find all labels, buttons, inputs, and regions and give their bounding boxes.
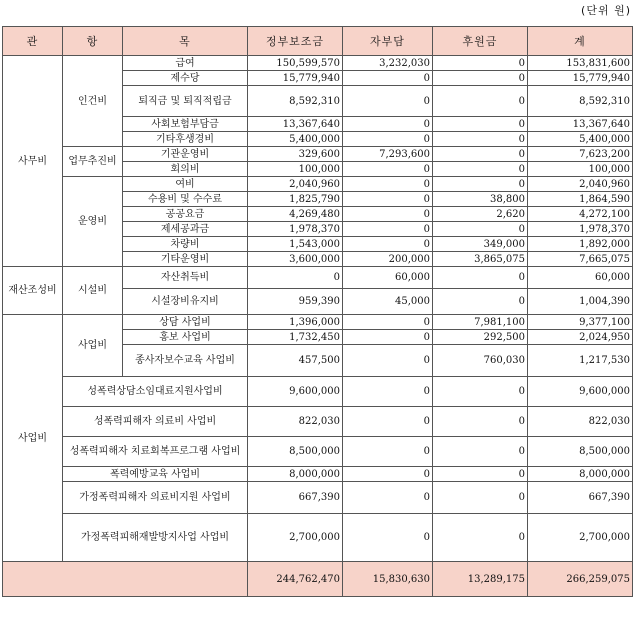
total-cell: 13,367,640 [528,117,633,132]
self-cell: 0 [343,467,433,482]
table-row [3,407,633,437]
gov-cell: 150,599,570 [248,56,343,71]
item-cell: 수용비 및 수수료 [123,192,248,207]
self-cell: 0 [343,315,433,330]
item-cell: 성폭력피해자 치료회복프로그램 사업비 [63,437,248,467]
donation-cell: 292,500 [433,330,528,345]
donation-cell: 0 [433,117,528,132]
donation-cell: 7,981,100 [433,315,528,330]
total-cell: 100,000 [528,162,633,177]
self-cell: 0 [343,345,433,377]
total-cell: 7,665,075 [528,252,633,267]
total-cell: 5,400,000 [528,132,633,147]
table-row [3,437,633,467]
gov-cell: 8,500,000 [248,437,343,467]
gov-cell: 457,500 [248,345,343,377]
table-row [3,56,633,71]
item-cell: 급여 [123,56,248,71]
totals-label-cell [3,562,248,597]
gov-cell: 8,000,000 [248,467,343,482]
table-row [3,482,633,514]
item-cell: 가정폭력피해자 의료비지원 사업비 [63,482,248,514]
gov-cell: 0 [248,267,343,289]
total-cell: 15,779,940 [528,71,633,86]
item-cell: 홍보 사업비 [123,330,248,345]
total-cell: 153,831,600 [528,56,633,71]
section-saeop: 사업비 [3,315,63,562]
total-cell: 9,600,000 [528,377,633,407]
gov-cell: 329,600 [248,147,343,162]
donation-cell: 0 [433,407,528,437]
gov-cell: 822,030 [248,407,343,437]
donation-cell: 0 [433,267,528,289]
table-row [3,315,633,330]
gov-cell: 959,390 [248,289,343,315]
self-cell: 7,293,600 [343,147,433,162]
gov-cell: 3,600,000 [248,252,343,267]
item-cell: 차량비 [123,237,248,252]
gov-cell: 13,367,640 [248,117,343,132]
table-row [3,467,633,482]
self-cell: 0 [343,177,433,192]
donation-cell: 349,000 [433,237,528,252]
self-cell: 0 [343,514,433,562]
group-eopmu: 업무추진비 [63,147,123,177]
self-cell: 0 [343,237,433,252]
donation-cell: 0 [433,377,528,407]
item-cell: 회의비 [123,162,248,177]
donation-cell: 0 [433,147,528,162]
donation-cell: 0 [433,482,528,514]
header-row [3,27,633,56]
item-cell: 퇴직금 및 퇴직적립금 [123,86,248,117]
donation-cell: 0 [433,289,528,315]
donation-cell: 0 [433,177,528,192]
item-cell: 공공요금 [123,207,248,222]
self-cell: 0 [343,86,433,117]
gov-cell: 2,040,960 [248,177,343,192]
budget-table [2,26,633,597]
unit-label: (단위 원) [581,4,631,17]
item-cell: 성폭력피해자 의료비 사업비 [63,407,248,437]
donation-cell: 2,620 [433,207,528,222]
table-row [3,514,633,562]
item-cell: 폭력예방교육 사업비 [63,467,248,482]
self-cell: 0 [343,117,433,132]
total-cell: 8,592,310 [528,86,633,117]
total-cell: 2,024,950 [528,330,633,345]
total-cell: 9,377,100 [528,315,633,330]
gov-cell: 1,732,450 [248,330,343,345]
table-row [3,267,633,289]
total-cell: 2,040,960 [528,177,633,192]
item-cell: 제수당 [123,71,248,86]
donation-cell: 0 [433,71,528,86]
item-cell: 가정폭력피해재발방지사업 사업비 [63,514,248,562]
table-row [3,177,633,192]
totals-row [3,562,633,597]
gov-cell: 15,779,940 [248,71,343,86]
header-gwan: 관 [3,27,63,56]
total-gov: 244,762,470 [248,562,343,597]
donation-cell: 0 [433,467,528,482]
total-cell: 4,272,100 [528,207,633,222]
self-cell: 0 [343,330,433,345]
group-saeop: 사업비 [63,315,123,377]
total-cell: 667,390 [528,482,633,514]
group-ingeon: 인건비 [63,56,123,147]
total-cell: 7,623,200 [528,147,633,162]
table-row [3,147,633,162]
total-self: 15,830,630 [343,562,433,597]
self-cell: 0 [343,192,433,207]
donation-cell: 0 [433,162,528,177]
header-mok: 목 [123,27,248,56]
self-cell: 3,232,030 [343,56,433,71]
total-cell: 8,500,000 [528,437,633,467]
donation-cell: 0 [433,132,528,147]
header-total: 계 [528,27,633,56]
item-cell: 성폭력상담소임대료지원사업비 [63,377,248,407]
section-samu: 사무비 [3,56,63,267]
self-cell: 0 [343,222,433,237]
total-grand: 266,259,075 [528,562,633,597]
donation-cell: 38,800 [433,192,528,207]
total-cell: 1,004,390 [528,289,633,315]
total-cell: 1,978,370 [528,222,633,237]
gov-cell: 2,700,000 [248,514,343,562]
gov-cell: 1,396,000 [248,315,343,330]
item-cell: 기타운영비 [123,252,248,267]
self-cell: 0 [343,437,433,467]
item-cell: 사회보험부담금 [123,117,248,132]
gov-cell: 8,592,310 [248,86,343,117]
self-cell: 200,000 [343,252,433,267]
gov-cell: 1,825,790 [248,192,343,207]
donation-cell: 3,865,075 [433,252,528,267]
self-cell: 0 [343,482,433,514]
total-cell: 1,892,000 [528,237,633,252]
table-row [3,377,633,407]
self-cell: 0 [343,407,433,437]
gov-cell: 4,269,480 [248,207,343,222]
self-cell: 45,000 [343,289,433,315]
total-donation: 13,289,175 [433,562,528,597]
header-self-pay: 자부담 [343,27,433,56]
total-cell: 2,700,000 [528,514,633,562]
header-gov-subsidy: 정부보조금 [248,27,343,56]
header-donation: 후원금 [433,27,528,56]
item-cell: 기관운영비 [123,147,248,162]
self-cell: 60,000 [343,267,433,289]
donation-cell: 760,030 [433,345,528,377]
self-cell: 0 [343,71,433,86]
item-cell: 제세공과금 [123,222,248,237]
gov-cell: 5,400,000 [248,132,343,147]
donation-cell: 0 [433,514,528,562]
gov-cell: 667,390 [248,482,343,514]
self-cell: 0 [343,132,433,147]
total-cell: 1,217,530 [528,345,633,377]
self-cell: 0 [343,377,433,407]
gov-cell: 1,543,000 [248,237,343,252]
self-cell: 0 [343,162,433,177]
group-unyeong: 운영비 [63,177,123,267]
section-jaesan: 재산조성비 [3,267,63,315]
item-cell: 상담 사업비 [123,315,248,330]
gov-cell: 100,000 [248,162,343,177]
item-cell: 시설장비유지비 [123,289,248,315]
total-cell: 1,864,590 [528,192,633,207]
donation-cell: 0 [433,56,528,71]
header-hang: 항 [63,27,123,56]
total-cell: 60,000 [528,267,633,289]
total-cell: 822,030 [528,407,633,437]
donation-cell: 0 [433,222,528,237]
group-siseol: 시설비 [63,267,123,315]
item-cell: 기타후생경비 [123,132,248,147]
gov-cell: 1,978,370 [248,222,343,237]
gov-cell: 9,600,000 [248,377,343,407]
donation-cell: 0 [433,86,528,117]
self-cell: 0 [343,207,433,222]
item-cell: 자산취득비 [123,267,248,289]
item-cell: 여비 [123,177,248,192]
item-cell: 종사자보수교육 사업비 [123,345,248,377]
total-cell: 8,000,000 [528,467,633,482]
donation-cell: 0 [433,437,528,467]
